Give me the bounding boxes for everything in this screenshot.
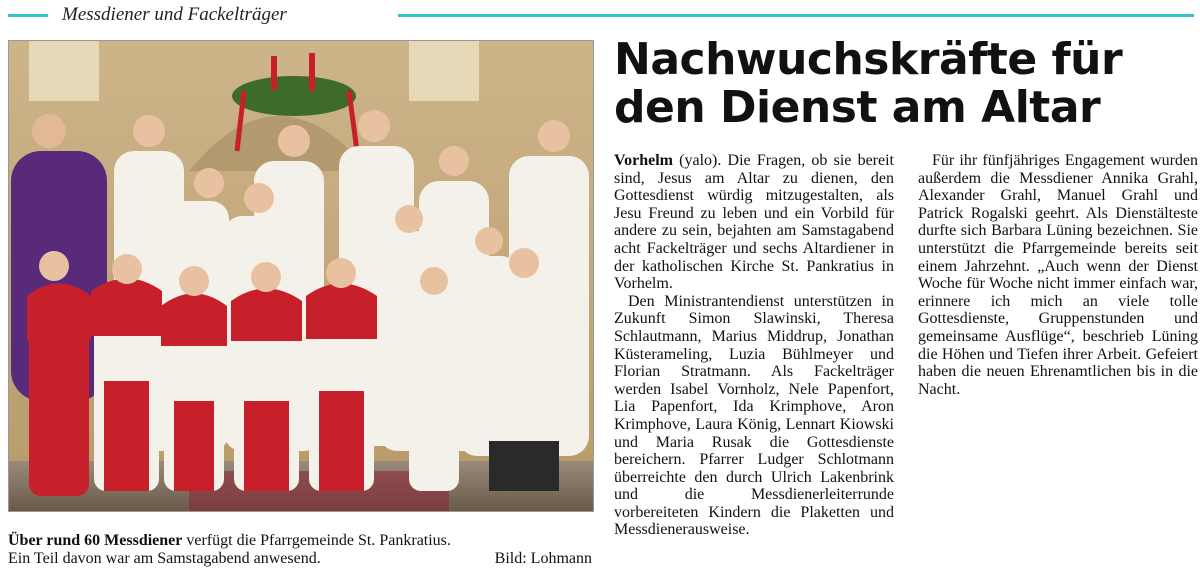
article-paragraph-2: Den Ministrantendienst unterstützen in Zukunft Simon Slawinski, Theresa Schlautmann, Marius Middrup, Jonathan Küsterameling, Luzia Bühlmeyer und Florian Stratmann. Als Fackelträger werden Isabel Vornholz, Nele Papenfort, Lia Papenfort, Ida Krimphove, Aron Krimphove, Laura König, Lennart Kiowski und Maria Rusak die Gottesdienste bereichern. Pfarrer Ludger Schlotmann überreichte den durch Ulrich Lakenbrink und die Messdienerleiterrunde vorbereiteten Kindern die Plaketten und Messdienerausweise. xyxy=(614,292,894,539)
kicker-text: Messdiener und Fackelträger xyxy=(62,4,287,25)
kicker-rule-right xyxy=(398,14,1194,17)
kicker-rule-left xyxy=(8,14,48,17)
kicker-bar xyxy=(0,4,1200,26)
headline-line-2: den Dienst am Altar xyxy=(614,82,1101,133)
group-photo xyxy=(8,40,594,512)
article-paragraph-1 xyxy=(614,152,894,293)
caption-line-1 xyxy=(8,532,592,550)
headline xyxy=(614,36,1194,132)
group-photo-illustration xyxy=(9,41,593,511)
article-column-2 xyxy=(918,152,1198,398)
caption-line1-rest: verfügt die Pfarrgemeinde St. Pankratius. xyxy=(186,532,451,549)
article-column-1 xyxy=(614,152,894,539)
caption-line2-text: Ein Teil davon war am Samstagabend anwesend. xyxy=(8,550,321,567)
article-para1-text: (yalo). Die Fragen, ob sie bereit sind, Jesus am Altar zu dienen, den Gottesdienst würdig mitzugestalten, als Jesu Freund zu leben und ein Vorbild für andere zu sein, bejahten am Samstagabend acht Fackelträger und sechs Altardiener in der katholischen Kirche St. Pankratius in Vorhelm. xyxy=(614,152,894,293)
photo-caption xyxy=(8,532,592,568)
caption-bold-lead: Über rund 60 Messdiener xyxy=(8,532,183,549)
article-dateline: Vorhelm xyxy=(614,152,673,169)
caption-line-2 xyxy=(8,550,592,568)
article-paragraph-3: Für ihr fünfjähriges Engagement wurden außerdem die Messdiener Annika Grahl, Alexander Grahl, Manuel Grahl und Patrick Rogalski geehrt. Als Dienstälteste durfte sich Barbara Lüning bezeichnen. Sie unterstützt die Pfarrgemeinde bereits seit einem Jahrzehnt. „Auch wenn der Dienst Woche für Woche nicht immer einfach war, erinnere ich mich an viele tolle Gottesdienste, Gruppenstunden und gemeinsame Ausflüge“, beschrieb Lüning die Höhen und Tiefen ihrer Arbeit. Gefeiert haben die neuen Ehrenamtlichen bis in die Nacht. xyxy=(918,152,1198,398)
headline-line-1: Nachwuchskräfte für xyxy=(614,34,1123,85)
photo-credit: Bild: Lohmann xyxy=(494,550,592,567)
